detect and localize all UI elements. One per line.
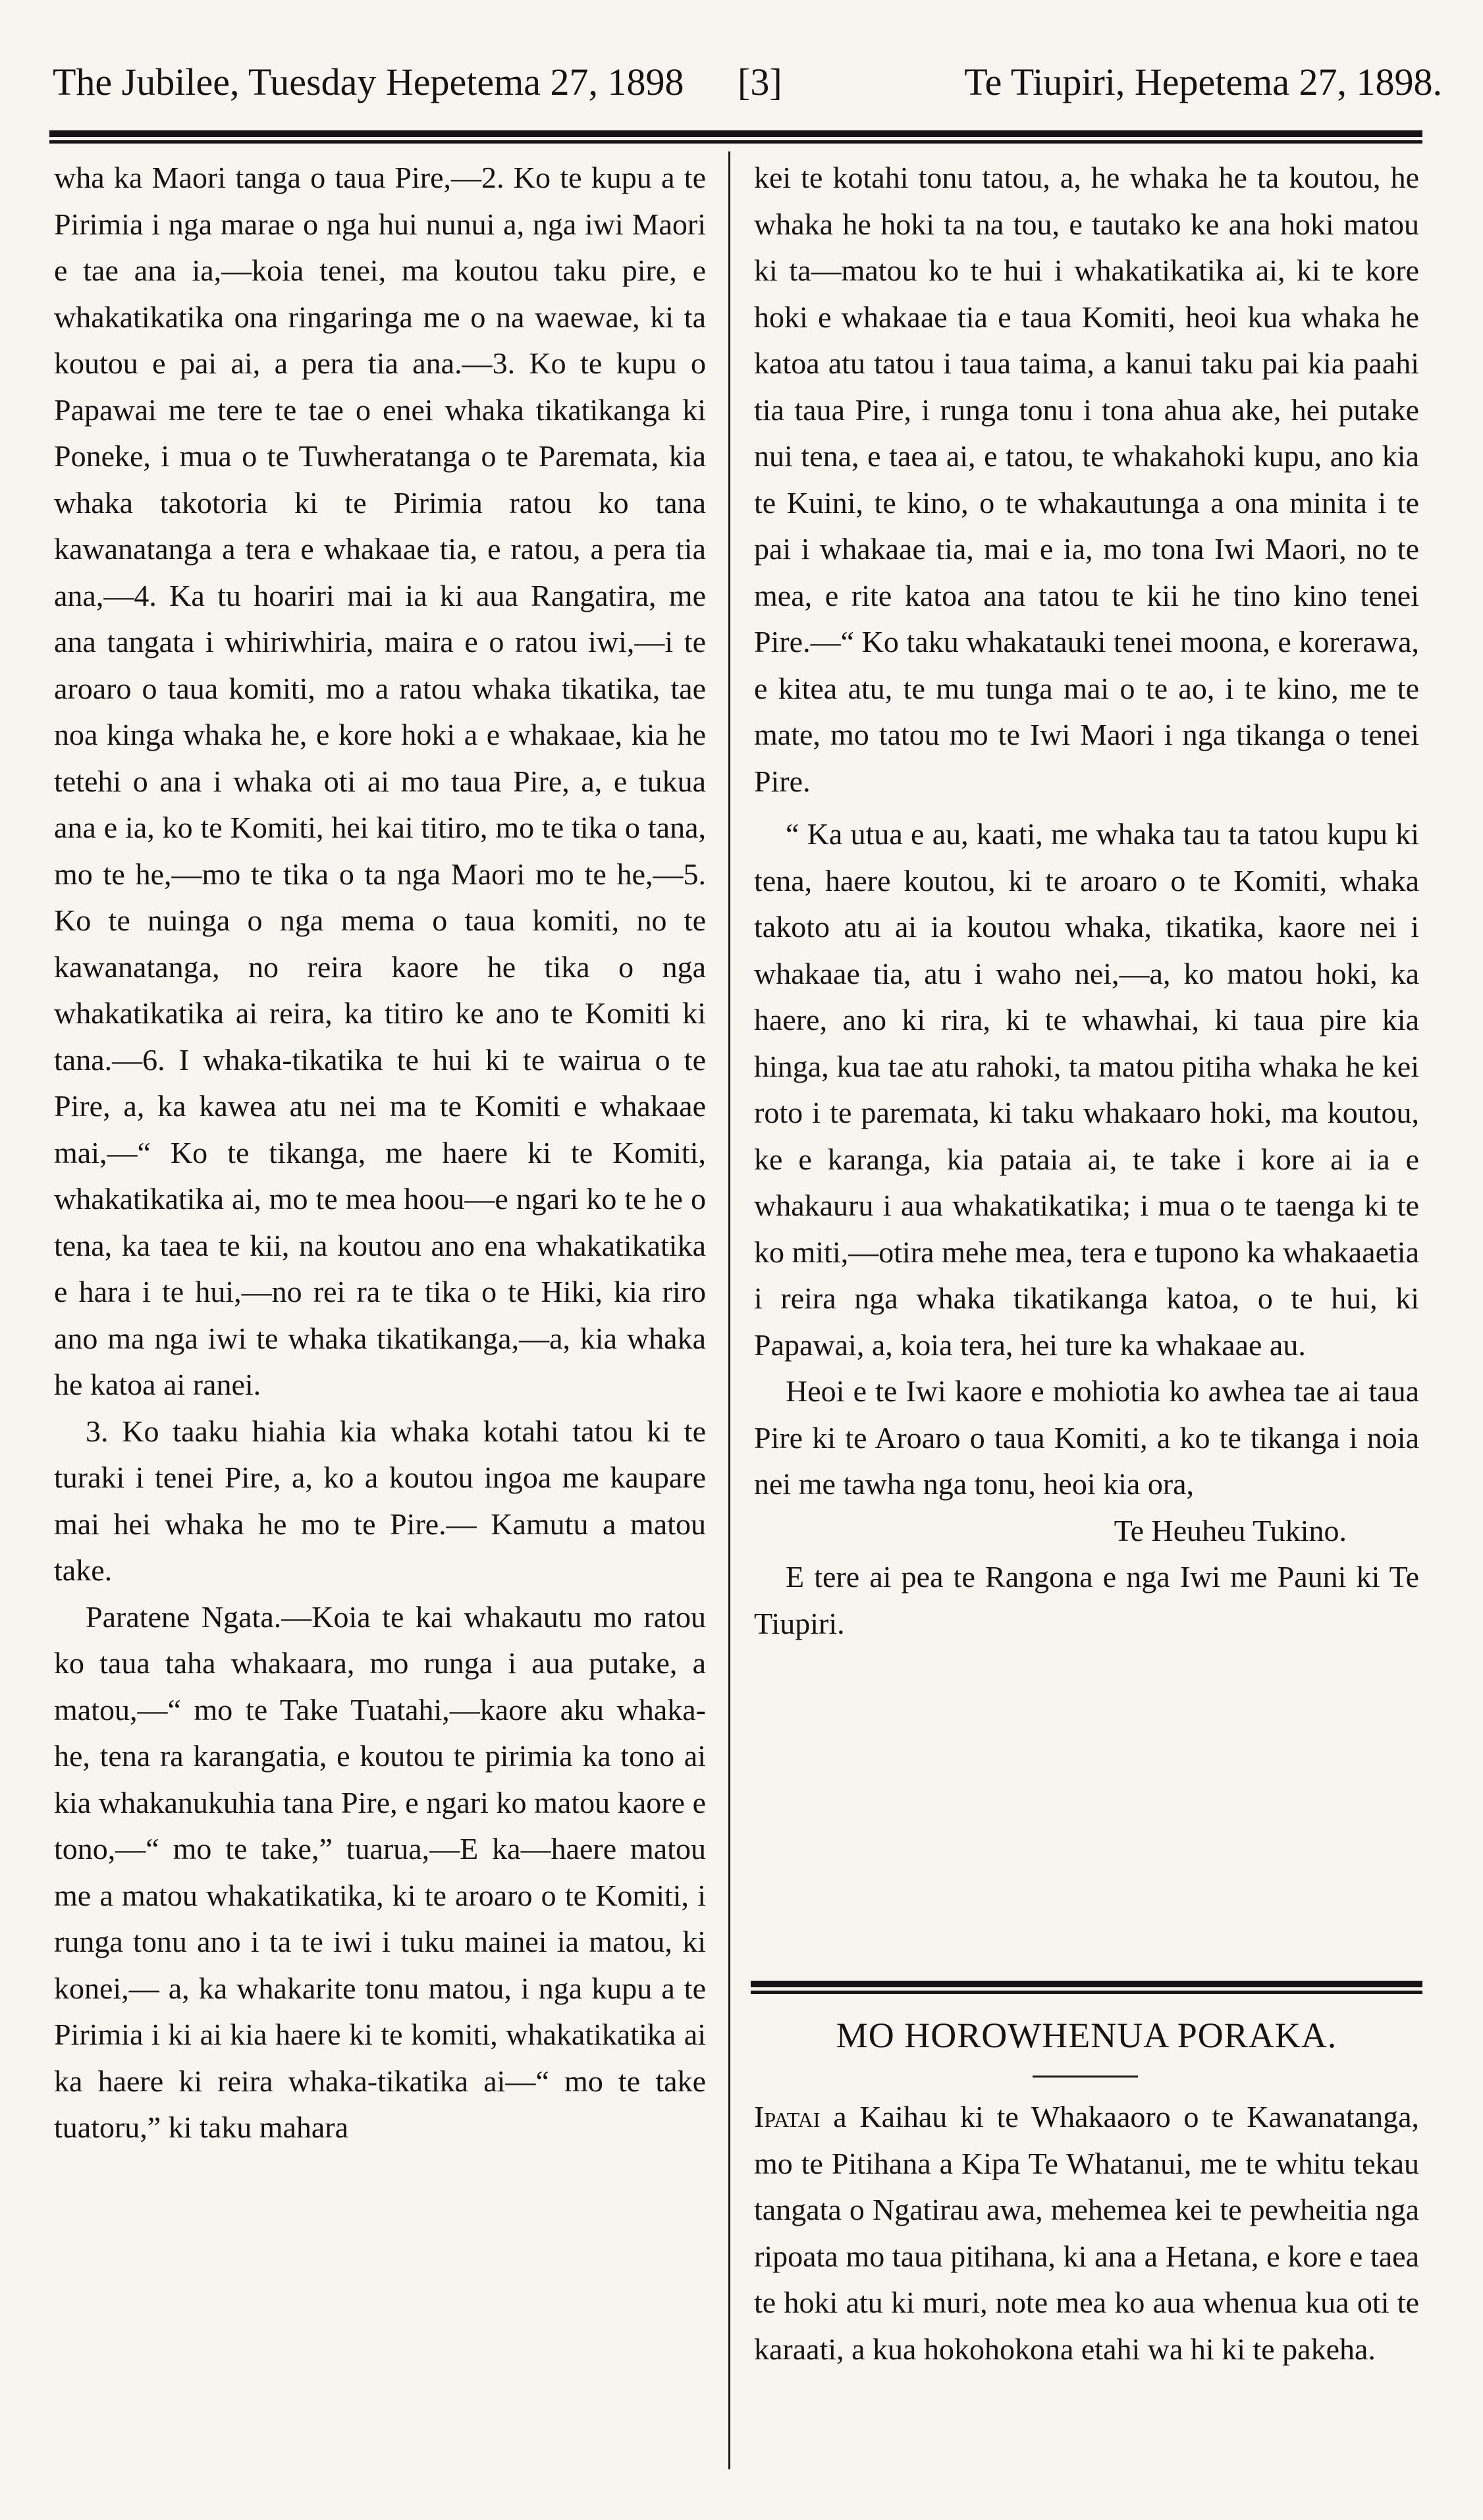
right-column [754, 155, 1419, 1647]
left-paragraph-2: 3. Ko taaku hiahia kia whaka kotahi tatou ki te turaki i tenei Pire, a, ko a koutou ingoa me kaupare mai hei whaka he mo te Pire.— Kamutu a matou take. [54, 1414, 706, 1587]
column-divider [728, 151, 730, 2469]
left-paragraph-1: wha ka Maori tanga o taua Pire,—2. Ko te kupu a te Pirimia i nga marae o nga hui nunui a, nga iwi Maori e tae ana ia,—koia tenei, ma koutou taku pire, e whakatikatika ona ringaringa me o na waewae, ki ta koutou e pai ai, a pera tia ana.—3. Ko te kupu o Papawai me tere te tae o enei whaka tikatikanga ki Poneke, i mua o te Tuwheratanga o te Paremata, kia whaka takotoria ki te Pirimia ratou ko tana kawanatanga a tera e whakaae tia, e ratou, a pera tia ana,—4. Ka tu hoariri mai ia ki aua Rangatira, me ana tangata i whiriwhiria, maira e o ratou iwi,—i te aroaro o taua komiti, mo a ratou whaka tikatika, tae noa kinga whaka he, e kore hoki a e whakaae, kia he tetehi o ana i whaka oti ai mo taua Pire, a, e tukua ana e ia, ko te Komiti, hei kai titiro, mo te tika o tana, mo te he,—mo te tika o ta nga Maori mo te he,—5. Ko te nuinga o nga mema o taua komiti, no te kawanatanga, no reira kaore he tika o nga whakatikatika ai reira, ka titiro ke ano te Komiti ki tana.—6. I whaka-tikatika te hui ki te wairua o te Pire, a, ka kawea atu nei ma te Komiti e whakaae mai,—“ Ko te tikanga, me haere ki te Komiti, whakatikatika ai, mo te mea hoou—e ngari ko te he o tena, ka taea te kii, na koutou ano ena whakatikatika e hara i te hui,—no rei ra te tika o te Hiki, kia riro ano ma nga iwi te whaka tikatikanga,—a, kia whaka he katoa ai ranei. [54, 161, 706, 1401]
page-header [46, 46, 1442, 119]
signature-line: Te Heuheu Tukino. [1114, 1513, 1347, 1547]
right-paragraph-closing: E tere ai pea te Rangona e nga Iwi me Pauni ki Te Tiupiri. [754, 1560, 1419, 1640]
header-english-title: The Jubilee, Tuesday Hepetema 27, 1898 [53, 61, 684, 103]
section-double-rule [751, 1981, 1422, 1994]
section-heading: MO HOROWHENUA PORAKA. [836, 2016, 1337, 2055]
left-paragraph-3: Paratene Ngata.—Koia te kai whakautu mo ratou ko taua taha whakaara, mo runga i aua putake, a matou,—“ mo te Take Tuatahi,—kaore aku whaka-he, tena ra karangatia, e koutou te pirimia ka tono ai kia whakanukuhia tana Pire, e ngari ko matou kaore e tono,—“ mo te take,” tuarua,—E ka—haere matou me a matou whakatikatika, ki te aroaro o te Komiti, i runga tonu ano i ta te iwi i tuku mainei ia matou, ki konei,— a, ka whakarite tonu matou, i nga kupu a te Pirimia i ki ai kia haere ki te komiti, whakatikatika ai ka haere ki reira whaka-tikatika ai—“ mo te take tuatoru,” ki taku mahara [54, 1599, 706, 2144]
left-column [54, 155, 706, 2151]
heading-underline [1033, 2076, 1138, 2078]
section-paragraph [754, 2094, 1419, 2373]
page-number: [3] [738, 61, 782, 103]
right-paragraph-2: “ Ka utua e au, kaati, me whaka tau ta tatou kupu ki tena, haere koutou, ki te aroaro o te Komiti, whaka takoto atu ai ia koutou whaka, tikatika, kaore nei i whakaae tia, atu i waho nei,—a, ko matou hoki, ka haere, ano ki rira, ki te whawhai, ki taua pire kia hinga, kua tae atu rahoki, ta matou pitiha whaka he kei roto i te paremata, ki taku whakaaro hoki, ma koutou, ke e karanga, kia pataia ai, te take i kore ai ia e whakauru i aua whakatikatika; i mua o te taenga ki te ko miti,—otira mehe mea, tera e tupono ka whakaaetia i reira nga whaka tikatikanga katoa, o te hui, ki Papawai, a, koia tera, hei ture ka whakaae au. [754, 817, 1419, 1362]
section-body-text: a Kaihau ki te Whakaaoro o te Kawanatanga, mo te Pitihana a Kipa Te Whatanui, me te whitu tekau tangata o Ngatirau awa, mehemea kei te pewheitia nga ripoata mo taua pitihana, ki ana a Hetana, e kore e taea te hoki atu ki muri, note mea ko aua whenua kua oti te karaati, a kua hokohokona etahi wa hi ki te pakeha. [754, 2100, 1419, 2366]
header-maori-title: Te Tiupiri, Hepetema 27, 1898. [964, 61, 1442, 103]
right-paragraph-1: kei te kotahi tonu tatou, a, he whaka he ta koutou, he whaka he hoki ta na tou, e tautako ke ana hoki matou ki ta—matou ko te hui i whakatikatika ai, ki te kore hoki e whakaae tia e taua Komiti, heoi kua whaka he katoa atu tatou i taua taima, a kanui taku pai kia paahi tia taua Pire, i runga tonu i tona ahua ake, hei putake nui tena, e taea ai, e tatou, te whakahoki kupu, ano kia te Kuini, te kino, o te whakautunga a ona minita i te pai i whakaae tia, mai e ia, mo tona Iwi Maori, no te mea, e rite katoa ana tatou te kii he tino kino tenei Pire.—“ Ko taku whakatauki tenei moona, e korerawa, e kitea atu, te mu tunga mai o te ao, i te kino, me te mate, mo tatou mo te Iwi Maori i nga tikanga o tenei Pire. [754, 161, 1419, 798]
right-paragraph-3: Heoi e te Iwi kaore e mohiotia ko awhea tae ai taua Pire ki te Aroaro o taua Komiti, a ko te tikanga i noia nei me tawha nga tonu, heoi kia ora, [754, 1374, 1419, 1501]
section-lead-word: Ipatai [754, 2100, 821, 2133]
section-body [754, 2094, 1419, 2373]
header-double-rule [49, 130, 1422, 144]
